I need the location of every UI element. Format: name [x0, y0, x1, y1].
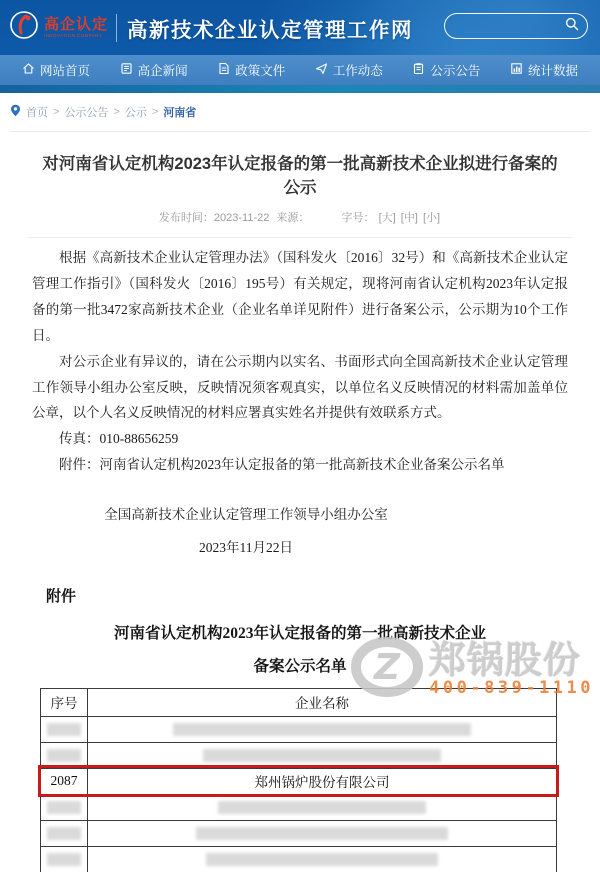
fax-line: 传真：010-88656259 — [59, 431, 179, 447]
clipboard-icon — [412, 62, 425, 78]
nav-item-policy[interactable] — [217, 61, 285, 79]
watermark-phone: 400-839-1110 — [429, 678, 594, 698]
breadcrumb-separator: > — [53, 106, 60, 118]
news-icon — [120, 62, 133, 78]
issuer-name: 全国高新技术企业认定管理工作领导小组办公室 — [104, 507, 388, 523]
logo-title: 高企认定 — [44, 15, 109, 33]
bar-chart-icon — [510, 62, 523, 78]
redacted-cell-blur — [47, 723, 81, 736]
header-seq: 序号 — [41, 689, 88, 716]
highlighted-company-name: 郑州锅炉股份有限公司 — [254, 775, 390, 791]
attachment-section-label: 附件 — [46, 588, 77, 605]
breadcrumb — [10, 93, 590, 132]
document-icon — [217, 62, 230, 78]
logo-subtitle: INNOVATION COMPANY — [44, 32, 103, 38]
breadcrumb-publicity[interactable]: 公示 — [124, 107, 147, 119]
nav-label: 公示公告 — [430, 64, 481, 78]
fontsize-medium-button[interactable]: [中] — [400, 212, 418, 224]
table-row-highlighted — [41, 768, 556, 794]
redacted-cell-blur — [173, 723, 471, 736]
logo-figure-icon — [8, 9, 40, 46]
location-pin-icon — [10, 104, 21, 120]
header-divider — [116, 14, 117, 42]
nav-label: 政策文件 — [235, 64, 286, 78]
site-header — [0, 0, 600, 55]
fontsize-label: 字号： — [341, 212, 375, 224]
company-table — [40, 688, 557, 872]
breadcrumb-home[interactable]: 首页 — [26, 107, 48, 119]
search-icon[interactable] — [565, 17, 579, 36]
svg-text:Z: Z — [374, 647, 401, 688]
header-company-name: 企业名称 — [295, 696, 349, 712]
redacted-cell-blur — [203, 749, 441, 762]
list-title-line2: 备案公示名单 — [253, 657, 347, 675]
redacted-cell-blur — [218, 801, 426, 814]
body-paragraph-2: 对公示企业有异议的，请在公示期内以实名、书面形式向全国高新技术企业认定管理工作领导小组办公室反映，反映情况须客观真实，以单位名义反映情况的材料需加盖单位公章，以个人名义反映情况的材料应署真实姓名并提供有效联系方式。 — [32, 353, 568, 421]
breadcrumb-separator: > — [151, 106, 159, 118]
publish-time-label: 发布时间： — [158, 212, 214, 224]
highlighted-seq: 2087 — [41, 769, 88, 794]
nav-label: 高企新闻 — [137, 64, 188, 78]
table-row-redacted — [41, 716, 556, 742]
redacted-cell-blur — [47, 827, 81, 840]
logo-text — [44, 17, 108, 39]
nav-item-activity[interactable] — [315, 61, 383, 79]
site-title: 高新技术企业认定管理工作网 — [127, 18, 414, 42]
table-row-redacted — [41, 794, 556, 820]
nav-item-announcements[interactable] — [412, 61, 480, 79]
table-row-redacted — [41, 742, 556, 768]
nav-item-news[interactable] — [120, 61, 188, 79]
source-label: 来源： — [276, 212, 310, 224]
redacted-cell-blur — [196, 827, 448, 840]
article-body — [32, 245, 568, 561]
site-logo[interactable] — [0, 9, 108, 46]
breadcrumb-separator: > — [113, 106, 120, 118]
search-input[interactable] — [444, 13, 588, 39]
attachment-link[interactable]: 附件：河南省认定机构2023年认定报备的第一批高新技术企业备案公示名单 — [59, 457, 505, 473]
redacted-cell-blur — [47, 801, 81, 814]
nav-item-home[interactable] — [22, 61, 90, 79]
redacted-cell-blur — [206, 853, 438, 866]
redacted-cell-blur — [47, 853, 81, 866]
list-title-line1: 河南省认定机构2023年认定报备的第一批高新技术企业 — [113, 624, 486, 642]
article-meta — [28, 209, 572, 238]
main-nav — [0, 55, 600, 85]
teal-strip — [0, 85, 600, 93]
nav-label: 工作动态 — [332, 64, 383, 78]
fontsize-large-button[interactable]: [大] — [378, 212, 396, 224]
table-header-row — [41, 689, 556, 716]
home-icon — [22, 62, 35, 78]
breadcrumb-henan[interactable]: 河南省 — [163, 107, 197, 119]
redacted-cell-blur — [47, 749, 81, 762]
issue-date: 2023年11月22日 — [199, 540, 293, 556]
page-title: 对河南省认定机构2023年认定报备的第一批高新技术企业拟进行备案的公示 — [42, 155, 558, 197]
table-row-redacted — [41, 820, 556, 846]
breadcrumb-announcements[interactable]: 公示公告 — [64, 107, 109, 119]
paper-plane-icon — [315, 62, 328, 78]
nav-label: 网站首页 — [40, 64, 91, 78]
fontsize-small-button[interactable]: [小] — [422, 212, 441, 224]
nav-label: 统计数据 — [527, 64, 578, 78]
issuer-block — [32, 502, 568, 561]
body-paragraph-1: 根据《高新技术企业认定管理办法》（国科发火〔2016〕32号）和《高新技术企业认定管理工作指引》（国科发火〔2016〕195号）有关规定，现将河南省认定机构2023年认定报备的第一批3472家高新技术企业（企业名单详见附件）进行备案公示，公示期为10个工作日。 — [32, 250, 568, 343]
table-row-redacted — [41, 846, 556, 872]
nav-item-statistics[interactable] — [510, 61, 578, 79]
publish-date: 2023-11-22 — [213, 212, 270, 224]
watermark-company: 郑锅股份 — [429, 640, 582, 681]
